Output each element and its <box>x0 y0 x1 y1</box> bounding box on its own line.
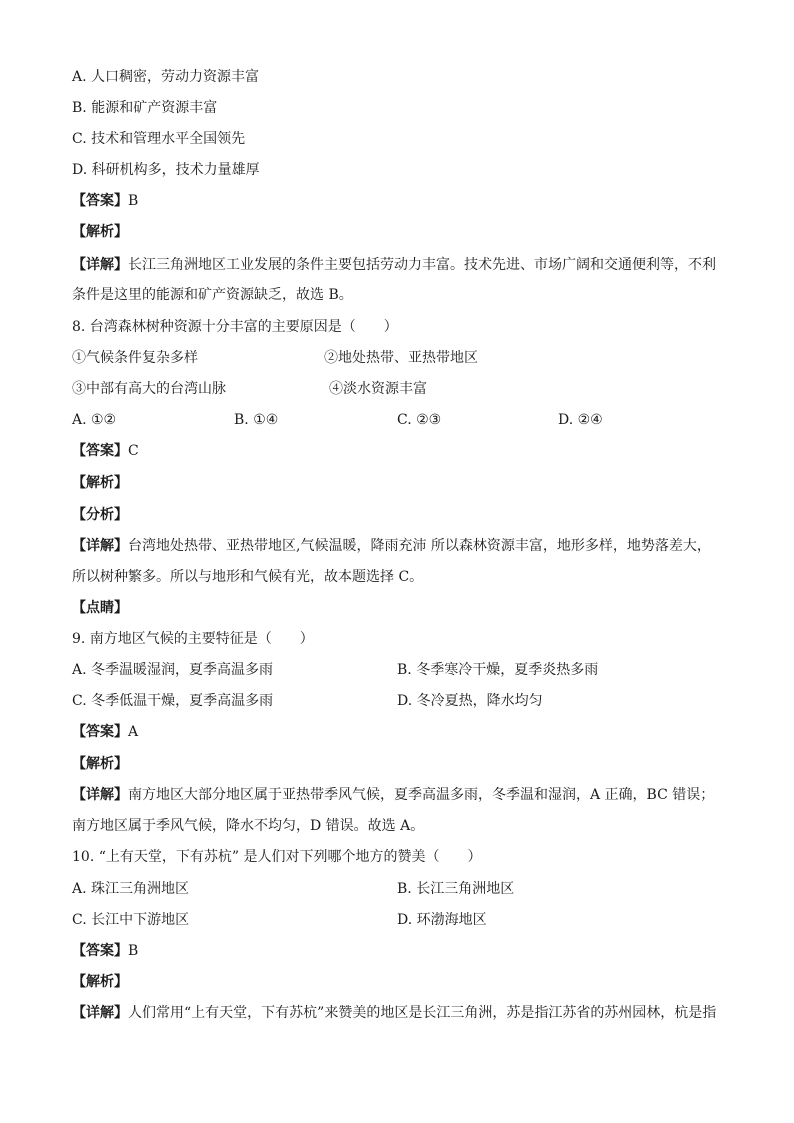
q7-option-c: C. 技术和管理水平全国领先 <box>72 131 246 147</box>
answer-tag: 【答案】 <box>72 193 128 209</box>
q7-detail-line-2: 条件是这里的能源和矿产资源缺乏，故选 B。 <box>72 287 353 303</box>
detail-tag: 【详解】 <box>72 257 128 273</box>
detail-text: 人们常用“上有天堂，下有苏杭”来赞美的地区是长江三角洲，苏是指江苏省的苏州园林，杭是指 <box>128 1005 717 1021</box>
answer-value: C <box>128 443 139 459</box>
q10-option-c: C. 长江中下游地区 <box>72 912 190 928</box>
q9-answer <box>72 723 722 741</box>
q9-analysis-tag: 【解析】 <box>72 756 128 772</box>
q10-option-b: B. 长江三角洲地区 <box>397 881 515 897</box>
q8-option-a: A. ①② <box>72 412 117 428</box>
detail-text: 长江三角洲地区工业发展的条件主要包括劳动力丰富。技术先进、市场广阔和交通便利等，不利 <box>128 257 716 273</box>
q8-stem: 8. 台湾森林树种资源十分丰富的主要原因是（ ） <box>72 319 398 335</box>
q10-detail-line-1 <box>72 1004 722 1022</box>
q8-fenxi-tag: 【分析】 <box>72 507 128 523</box>
q8-analysis-tag: 【解析】 <box>72 475 128 491</box>
q7-option-b: B. 能源和矿产资源丰富 <box>72 100 218 116</box>
q8-item-4: ④淡水资源丰富 <box>329 381 427 397</box>
q7-detail-line-1 <box>72 256 722 274</box>
q9-detail-line-1 <box>72 786 722 804</box>
detail-tag: 【详解】 <box>72 787 128 803</box>
q7-analysis-tag: 【解析】 <box>72 224 128 240</box>
answer-tag: 【答案】 <box>72 443 128 459</box>
q9-detail-line-2: 南方地区属于季风气候，降水不均匀，D 错误。故选 A。 <box>72 818 425 834</box>
answer-value: B <box>128 943 139 959</box>
q7-option-d: D. 科研机构多，技术力量雄厚 <box>72 162 260 178</box>
answer-value: A <box>128 724 139 740</box>
detail-text: 南方地区大部分地区属于亚热带季风气候，夏季高温多雨，冬季温和湿润，A 正确，BC 错误； <box>128 787 715 803</box>
detail-text: 台湾地处热带、亚热带地区,气候温暖，降雨充沛 所以森林资源丰富，地形多样，地势落差大， <box>128 538 711 554</box>
q8-option-c: C. ②③ <box>397 412 442 428</box>
q10-analysis-tag: 【解析】 <box>72 974 128 990</box>
q8-detail-line-1 <box>72 537 722 555</box>
detail-tag: 【详解】 <box>72 538 128 554</box>
q8-option-d: D. ②④ <box>558 412 603 428</box>
q9-option-c: C. 冬季低温干燥，夏季高温多雨 <box>72 693 274 709</box>
q8-dianjing-tag: 【点睛】 <box>72 600 128 616</box>
q8-detail-line-2: 所以树种繁多。所以与地形和气候有光，故本题选择 C。 <box>72 569 424 585</box>
q7-option-a: A. 人口稠密，劳动力资源丰富 <box>72 69 260 85</box>
q10-stem: 10. “上有天堂，下有苏杭” 是人们对下列哪个地方的赞美（ ） <box>72 849 482 865</box>
q8-item-2: ②地处热带、亚热带地区 <box>324 350 478 366</box>
q9-stem: 9. 南方地区气候的主要特征是（ ） <box>72 631 314 647</box>
answer-tag: 【答案】 <box>72 724 128 740</box>
q8-item-1: ①气候条件复杂多样 <box>72 350 198 366</box>
q10-option-d: D. 环渤海地区 <box>397 912 487 928</box>
q9-option-d: D. 冬冷夏热，降水均匀 <box>397 693 543 709</box>
q10-option-a: A. 珠江三角洲地区 <box>72 881 190 897</box>
answer-value: B <box>128 193 139 209</box>
q8-option-b: B. ①④ <box>234 412 279 428</box>
q9-option-a: A. 冬季温暖湿润，夏季高温多雨 <box>72 662 274 678</box>
q9-option-b: B. 冬季寒冷干燥，夏季炎热多雨 <box>397 662 599 678</box>
q8-item-3: ③中部有高大的台湾山脉 <box>72 381 226 397</box>
answer-tag: 【答案】 <box>72 943 128 959</box>
detail-tag: 【详解】 <box>72 1005 128 1021</box>
q7-answer <box>72 192 722 210</box>
q10-answer <box>72 942 722 960</box>
q8-answer <box>72 442 722 460</box>
